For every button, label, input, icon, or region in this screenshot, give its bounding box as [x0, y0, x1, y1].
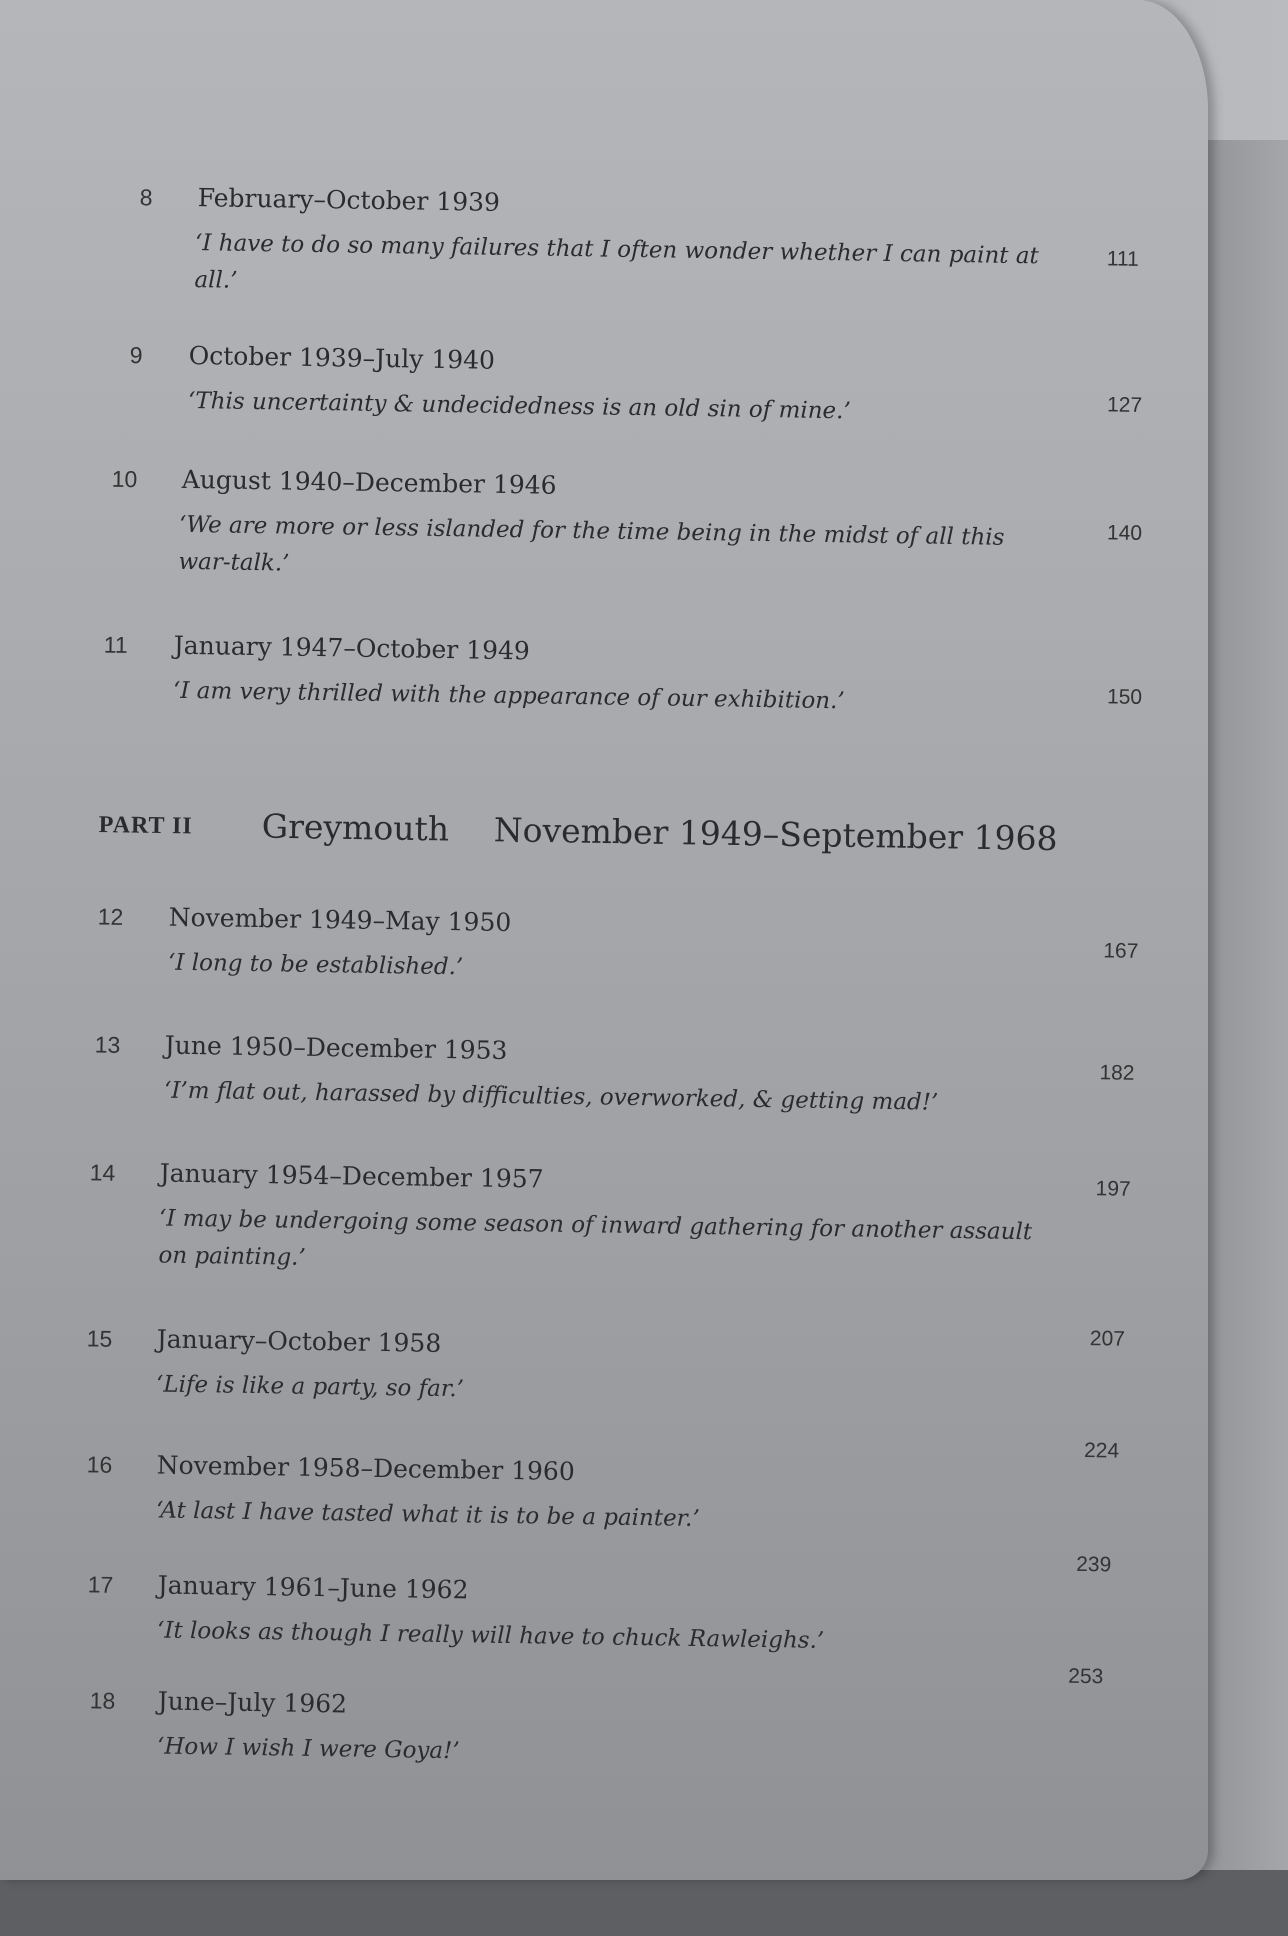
chapter-title: June–July 1962 [157, 1686, 348, 1719]
chapter-title: January 1954–December 1957 [159, 1158, 544, 1194]
chapter-title: October 1939–July 1940 [188, 340, 496, 375]
page-number: 224 [1083, 1439, 1120, 1463]
chapter-number: 17 [87, 1571, 114, 1598]
chapter-quote: ‘We are more or less islanded for the time being in the midst of all this war-talk.’ [178, 511, 1005, 577]
toc-entry-10 [0, 462, 1208, 577]
chapter-quote: ‘It looks as though I really will have to chuck Rawleighs.’ [156, 1617, 825, 1654]
chapter-number: 18 [89, 1687, 116, 1714]
chapter-number: 16 [86, 1451, 113, 1478]
toc-entry-8 [0, 180, 1208, 294]
chapter-quote: ‘I have to do so many failures that I often wonder whether I can paint at all.’ [194, 230, 1039, 294]
page-number: 253 [1068, 1664, 1104, 1689]
chapter-number: 9 [129, 342, 143, 369]
page-number: 140 [1106, 521, 1143, 545]
toc-entry-16 [0, 1439, 1208, 1532]
toc-entry-9 [0, 338, 1208, 425]
chapter-quote: ‘Life is like a party, so far.’ [155, 1371, 465, 1403]
chapter-quote: ‘I’m flat out, harassed by difficulties, overworked, & getting mad!’ [163, 1077, 939, 1116]
toc-entry-17 [0, 1552, 1208, 1654]
page-number: 182 [1099, 1061, 1135, 1085]
chapter-title: June 1950–December 1953 [164, 1030, 508, 1065]
page-number: 197 [1095, 1177, 1131, 1201]
page-number: 127 [1106, 393, 1143, 417]
page-number: 111 [1106, 247, 1139, 271]
page-number: 150 [1106, 685, 1143, 709]
chapter-title: January 1961–June 1962 [157, 1570, 469, 1605]
chapter-number: 12 [97, 903, 124, 930]
toc-entry-13 [0, 1028, 1208, 1116]
chapter-number: 13 [94, 1031, 121, 1058]
toc-entry-14 [0, 1156, 1208, 1271]
chapter-number: 14 [89, 1159, 116, 1186]
toc-entry-11 [0, 628, 1208, 715]
page-number: 207 [1089, 1327, 1126, 1351]
chapter-quote: ‘This uncertainty & undecidedness is an old sin of mine.’ [187, 387, 851, 425]
chapter-title: February–October 1939 [197, 183, 501, 217]
chapter-number: 15 [86, 1325, 113, 1352]
chapter-title: November 1958–December 1960 [156, 1450, 575, 1487]
chapter-quote: ‘I am very thrilled with the appearance of our exhibition.’ [172, 677, 845, 715]
part-place: Greymouth [261, 806, 450, 849]
chapter-quote: ‘I long to be established.’ [167, 949, 464, 981]
toc-entry-12 [0, 900, 1208, 981]
part-dates: November 1949–September 1968 [493, 810, 1058, 859]
chapter-title: January–October 1958 [156, 1324, 442, 1358]
chapter-title: January 1947–October 1949 [173, 630, 531, 666]
page-number: 239 [1076, 1552, 1112, 1577]
page-number: 167 [1103, 939, 1139, 963]
chapter-quote: ‘I may be undergoing some season of inward gathering for another assault on painting.’ [158, 1205, 1033, 1271]
chapter-title: August 1940–December 1946 [181, 464, 557, 500]
chapter-number: 8 [139, 184, 153, 211]
chapter-number: 11 [103, 631, 128, 659]
chapter-title: November 1949–May 1950 [168, 902, 512, 938]
chapter-quote: ‘At last I have tasted what it is to be a painter.’ [155, 1497, 700, 1532]
part-label: PART II [98, 812, 193, 840]
chapter-quote: ‘How I wish I were Goya!’ [156, 1733, 460, 1765]
toc-entry-15 [0, 1322, 1208, 1403]
toc-entry-18 [0, 1664, 1208, 1765]
chapter-number: 10 [111, 465, 138, 493]
